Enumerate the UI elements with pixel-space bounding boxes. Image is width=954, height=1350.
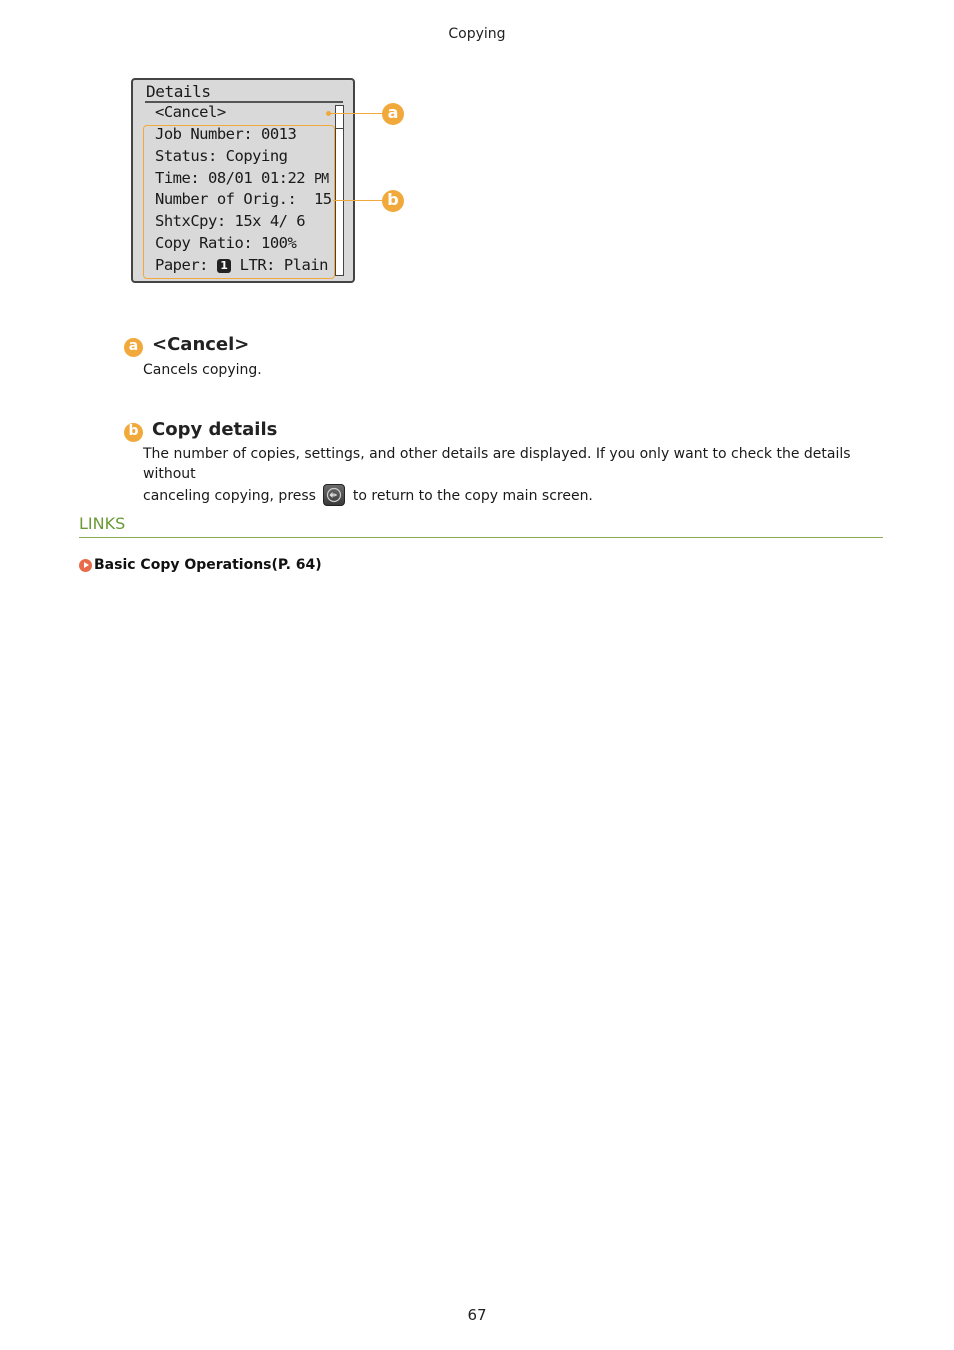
section-copy-details-heading: Copy details bbox=[152, 419, 278, 440]
link-basic-copy-operations-label[interactable]: Basic Copy Operations(P. 64) bbox=[94, 557, 322, 573]
page-header-title: Copying bbox=[448, 26, 506, 42]
copy-details-line-2-pre: canceling copying, press bbox=[143, 488, 316, 504]
copy-details-line-1: The number of copies, settings, and other details are displayed. If you only want to check the details without bbox=[143, 446, 851, 482]
callout-b-line bbox=[333, 200, 382, 201]
lcd-time-suffix: PM bbox=[313, 172, 329, 187]
lcd-scrollbar-thumb bbox=[336, 106, 343, 129]
callout-b-badge: b bbox=[382, 190, 404, 212]
lcd-line-job-number: Job Number: 0013 bbox=[155, 125, 297, 143]
lcd-time-text: Time: 08/01 01:22 bbox=[155, 169, 314, 187]
copy-details-line-2-post: to return to the copy main screen. bbox=[352, 488, 593, 504]
details-highlight-box bbox=[143, 125, 335, 279]
lcd-paper-value: LTR: Plain bbox=[230, 256, 328, 274]
lcd-line-status: Status: Copying bbox=[155, 147, 288, 165]
section-cancel-body: Cancels copying. bbox=[143, 362, 262, 378]
section-cancel-heading: <Cancel> bbox=[152, 334, 250, 355]
lcd-paper-label: Paper: bbox=[155, 256, 217, 274]
lcd-line-cancel: <Cancel> bbox=[155, 103, 226, 121]
lcd-line-copy-ratio: Copy Ratio: 100% bbox=[155, 234, 297, 252]
links-heading: LINKS bbox=[79, 514, 126, 533]
section-copy-details-body bbox=[143, 444, 893, 506]
lcd-scrollbar bbox=[335, 105, 344, 276]
page-number: 67 bbox=[467, 1306, 487, 1324]
section-b-badge: b bbox=[124, 423, 143, 442]
links-divider bbox=[79, 537, 883, 538]
arrow-circle-right-icon bbox=[79, 559, 92, 572]
callout-a-badge: a bbox=[382, 103, 404, 125]
callout-a-line bbox=[330, 113, 382, 114]
section-a-badge: a bbox=[124, 338, 143, 357]
lcd-line-sheets-copies: ShtxCpy: 15x 4/ 6 bbox=[155, 212, 306, 230]
back-key-icon bbox=[323, 484, 345, 506]
paper-drawer-icon: 1 bbox=[217, 259, 231, 273]
link-basic-copy-operations[interactable] bbox=[79, 557, 322, 573]
lcd-screen bbox=[131, 78, 355, 283]
lcd-title: Details bbox=[146, 82, 211, 101]
lcd-line-originals: Number of Orig.: 15 bbox=[155, 190, 332, 208]
copy-details-line-2 bbox=[143, 484, 893, 506]
